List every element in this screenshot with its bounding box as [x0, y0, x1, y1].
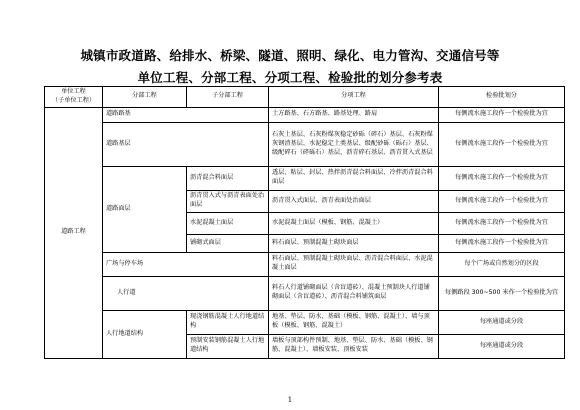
table-row — [45, 276, 565, 310]
inspection-cell: 每侧路段 300~500 米作一个检验批为宜 — [439, 276, 565, 310]
item-cell: 地基、垫层、防水、基础（模板、钢筋、混凝土）、墙与顶板（模板、钢筋、混凝土） — [269, 310, 439, 334]
item-cell: 土方路基、石方路基、路基处理、路肩 — [269, 107, 439, 122]
division-reference-table — [44, 86, 565, 359]
inspection-cell: 每座通道或分段 — [439, 334, 565, 358]
item-cell: 水泥混凝土面层（模板、钢筋、混凝土） — [269, 212, 439, 234]
header-inspection: 检验批划分 — [439, 87, 565, 108]
table-row — [45, 252, 565, 276]
inspection-cell: 每侧流水施工段作一个检验批为宜 — [439, 234, 565, 252]
page-number: 1 — [287, 396, 293, 404]
subdivision-cell: 预制安装钢筋混凝土人行地道结构 — [187, 334, 269, 358]
table-header-row — [45, 87, 565, 108]
subdivision-cell: 铺砌式面层 — [187, 234, 269, 252]
table-row — [45, 166, 565, 190]
inspection-cell: 每侧流水施工段作一个检验批为宜 — [439, 212, 565, 234]
document-title-line2: 单位工程、分部工程、分项工程、检验批的划分参考表 — [137, 70, 443, 85]
inspection-cell: 每侧流水施工段作一个检验批为宜 — [439, 107, 565, 122]
item-cell: 料石面层、预制混凝土砌块面层、沥青混合料面层、水泥混凝土面层 — [269, 252, 439, 276]
division-cell: 广场与停车场 — [103, 252, 269, 276]
division-cell: 人行道 — [103, 276, 269, 310]
inspection-cell: 每座通道或分段 — [439, 310, 565, 334]
document-title-line1: 城镇市政道路、给排水、桥梁、隧道、照明、绿化、电力管沟、交通信号等 — [80, 48, 500, 63]
unit-cell: 道路工程 — [45, 107, 103, 358]
header-division: 分部工程 — [103, 87, 187, 108]
division-cell: 道路面层 — [103, 166, 187, 252]
inspection-cell: 每侧流水施工段作一个检验批为宜 — [439, 190, 565, 212]
inspection-cell: 每个广场或自然划分的区段 — [439, 252, 565, 276]
division-cell: 人行地道结构 — [103, 310, 187, 358]
inspection-cell: 每侧流水施工段作一个检验批为宜 — [439, 122, 565, 166]
subdivision-cell: 沥青混合料面层 — [187, 166, 269, 190]
item-cell: 料石人行道铺砌面层（含盲道砖）、混凝土预制块人行道铺砌面层（含盲道砖）、沥青混合料铺筑面层 — [269, 276, 439, 310]
table-row — [45, 107, 565, 122]
table-row — [45, 122, 565, 166]
subdivision-cell: 现浇钢筋混凝土人行地道结构 — [187, 310, 269, 334]
subdivision-cell: 沥青贯入式与沥青表面处治面层 — [187, 190, 269, 212]
item-cell: 料石面层、预制混凝土砌块面层 — [269, 234, 439, 252]
item-cell: 墙板与顶部构件预制、地基、垫层、防水、基础（模板、钢筋、混凝土）、墙板安装、顶板安装 — [269, 334, 439, 358]
subdivision-cell: 水泥混凝土面层 — [187, 212, 269, 234]
item-cell: 沥青贯入式面层、沥青表面处治面层 — [269, 190, 439, 212]
header-subdivision: 子分部工程 — [187, 87, 269, 108]
division-cell: 道路基层 — [103, 122, 269, 166]
item-cell: 透层、粘层、封层、热拌沥青混合料面层、冷拌沥青混合料面层 — [269, 166, 439, 190]
division-cell: 道路路基 — [103, 107, 269, 122]
header-item: 分项工程 — [269, 87, 439, 108]
inspection-cell: 每侧流水施工段作一个检验批为宜 — [439, 166, 565, 190]
item-cell: 石灰土基层、石灰粉煤灰稳定砂砾（碎石）基层、石灰粉煤灰钢渣基层、水泥稳定土类基层、级配砂砾（砾石）基层、级配碎石（碎砾石）基层、沥青碎石基层、沥青贯入式基层 — [269, 122, 439, 166]
table-row — [45, 310, 565, 334]
header-unit: 单位工程 （子单位工程） — [45, 87, 103, 108]
